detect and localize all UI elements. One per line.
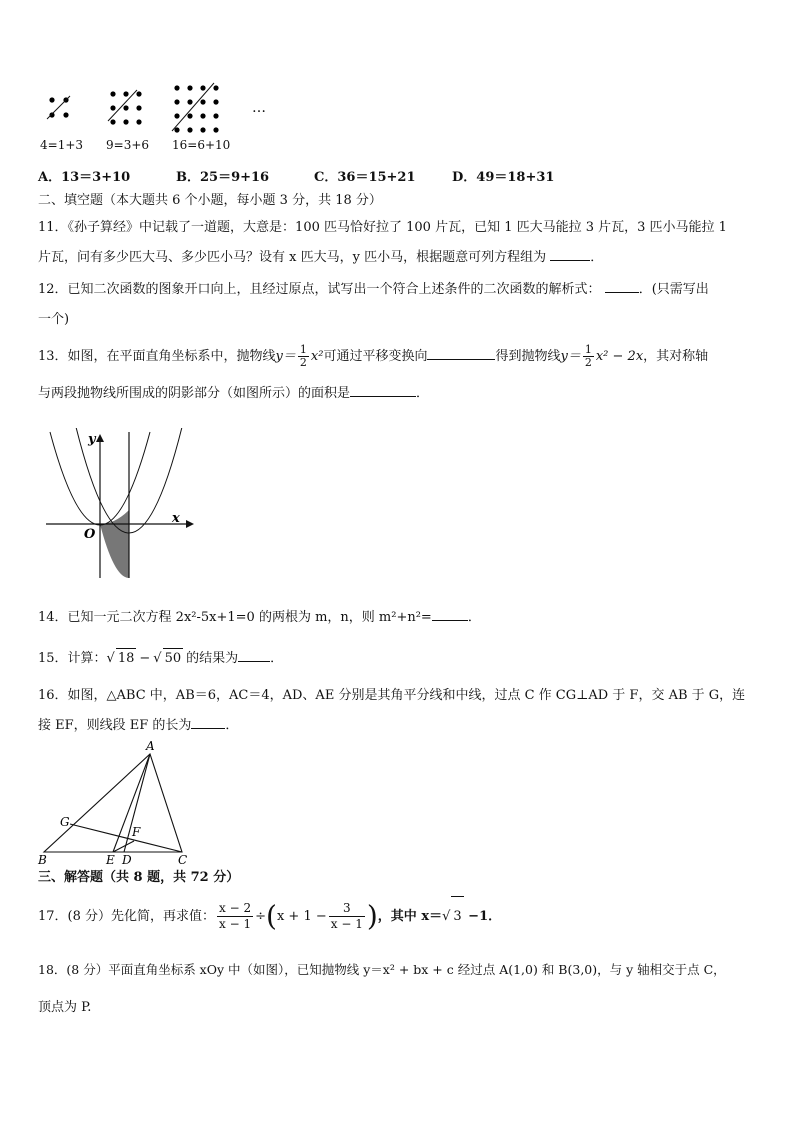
q13-part2: 可通过平移变换向 (323, 349, 428, 364)
q13-x2: x² (310, 349, 324, 364)
q16-end: ． (225, 718, 239, 733)
q10-options (38, 166, 738, 186)
q12-line1-text: 12．已知二次函数的图象开口向上，且经过原点，试写出一个符合上述条件的二次函数的解析式： (38, 282, 601, 297)
q11-end: ． (590, 250, 604, 265)
q13-fraction-1 (298, 344, 309, 369)
q17-suffix: ，其中 x＝ (377, 909, 443, 924)
q14-blank (432, 608, 468, 621)
q16-triangle-svg (36, 738, 196, 866)
q12-line1-end: ．(只需写出 (638, 282, 709, 297)
option-c: C．36＝15+21 (314, 170, 416, 185)
q17-root: 3 (451, 896, 463, 937)
q11-line1: 11．《孙子算经》中记载了一道题，大意是：100 匹马恰好拉了 100 片瓦，已知 1 匹大马能拉 3 片瓦，3 匹小马能拉 1 (38, 220, 727, 235)
graph-origin-label: O (84, 527, 96, 542)
q12-line1 (38, 280, 756, 300)
q17-left-paren: ( (266, 899, 277, 933)
q17-tail: −1． (463, 909, 502, 924)
q14-line (38, 608, 756, 628)
q16-blank (191, 716, 225, 729)
q15-minus: − (139, 651, 151, 666)
label-G: G (60, 815, 70, 829)
label-E: E (106, 853, 115, 866)
q13-line1 (38, 340, 756, 374)
q13-line2 (38, 384, 756, 404)
q11-answer-blank (550, 248, 590, 261)
q13-frac2-den: 2 (584, 356, 592, 369)
q13-frac1-num: 1 (299, 343, 307, 356)
dot-grid-2 (108, 90, 142, 125)
q17-fraction-2 (329, 901, 365, 932)
option-a: A．13＝3+10 (38, 170, 131, 185)
q15-line (38, 648, 756, 669)
q15-end: ． (270, 651, 284, 666)
q12-answer-blank (605, 280, 639, 293)
q17-div: ÷ (255, 909, 267, 924)
option-d: D．49＝18+31 (452, 170, 555, 185)
q13-x2-minus: x² − 2x (595, 349, 644, 364)
dot-caption-2: 9=3+6 (106, 138, 150, 152)
label-C: C (178, 853, 188, 866)
q13-fraction-2 (583, 344, 594, 369)
q13-frac2-num: 1 (584, 343, 592, 356)
q16-line2-text: 接 EF，则线段 EF 的长为 (38, 718, 192, 733)
graph-x-label: x (172, 511, 180, 526)
q12-line2: 一个) (38, 312, 70, 327)
q13-y-eq-1: y＝ (275, 349, 296, 364)
label-B: B (38, 853, 47, 866)
q17-f2-num: 3 (329, 901, 365, 917)
q17-sqrt-sign: √ (442, 909, 451, 924)
dot-grid-1 (47, 96, 70, 119)
q17-right-paren: ) (366, 899, 378, 933)
q17-prefix: 17．(8 分）先化简，再求值： (38, 909, 216, 924)
q15-prefix: 15．计算： (38, 651, 107, 666)
q17-f2-den: x − 1 (330, 917, 363, 931)
q16-line1: 16．如图，△ABC 中，AB＝6，AC＝4，AD、AE 分别是其角平分线和中线，过点 C 作 CG⊥AD 于 F，交 AB 于 G，连 (38, 688, 746, 703)
graph-y-label: y (88, 432, 96, 447)
q13-part3: 得到抛物线 (495, 349, 561, 364)
q15-suffix: 的结果为 (186, 651, 239, 666)
q13-line2-text: 与两段抛物线所围成的阴影部分（如图所示）的面积是 (38, 386, 351, 401)
dot-grid-3 (172, 83, 219, 133)
q17-line (38, 896, 756, 936)
q13-graph-svg (40, 428, 200, 584)
q15-radicand-1: 18 (116, 648, 137, 669)
q13-part4: ，其对称轴 (643, 349, 709, 364)
q18-line2: 顶点为 P. (38, 1000, 92, 1015)
q13-frac1-den: 2 (299, 356, 307, 369)
q13-blank-2 (350, 384, 416, 397)
option-b: B．25＝9+16 (176, 170, 270, 185)
q13-blank-1 (427, 347, 495, 360)
q17-f1-den: x − 1 (219, 917, 252, 931)
q15-radicand-2: 50 (163, 648, 184, 669)
q11-line2 (38, 248, 756, 268)
dot-caption-3: 16=6+10 (172, 138, 231, 152)
q13-y-eq-2: y＝ (560, 349, 581, 364)
q18-line1: 18．(8 分）平面直角坐标系 xOy 中（如图），已知抛物线 y＝x² + bx + c 经过点 A(1,0) 和 B(3,0)，与 y 轴相交于点 C， (38, 962, 726, 977)
q13-graph (40, 428, 200, 584)
q17-fraction-1 (217, 901, 253, 932)
q17-inner: x + 1 − (276, 909, 327, 924)
q14-end: ． (467, 610, 481, 625)
q16-triangle-figure (36, 738, 196, 866)
q13-line2-end: ． (416, 386, 430, 401)
label-F: F (132, 825, 141, 839)
dot-pattern-figure (38, 80, 298, 155)
dot-pattern-ellipsis: … (252, 100, 266, 116)
section3-title: 三、解答题（共 8 题，共 72 分） (38, 870, 240, 885)
q11-line2-text: 片瓦，问有多少匹大马、多少匹小马？设有 x 匹大马，y 匹小马，根据题意可列方程组为 (38, 250, 547, 265)
q16-line2 (38, 716, 756, 736)
q15-blank (238, 649, 270, 662)
label-A: A (146, 739, 155, 753)
section2-title: 二、填空题（本大题共 6 个小题，每小题 3 分，共 18 分） (38, 193, 382, 208)
label-D: D (122, 853, 132, 866)
sqrt-sign-1: √ (106, 651, 115, 666)
q17-f1-num: x − 2 (219, 901, 252, 915)
q14-text: 14．已知一元二次方程 2x²-5x+1=0 的两根为 m，n，则 m²+n²= (38, 610, 432, 625)
dot-caption-1: 4=1+3 (40, 138, 84, 152)
sqrt-sign-2: √ (153, 651, 162, 666)
q13-part1: 13．如图，在平面直角坐标系中，抛物线 (38, 349, 276, 364)
